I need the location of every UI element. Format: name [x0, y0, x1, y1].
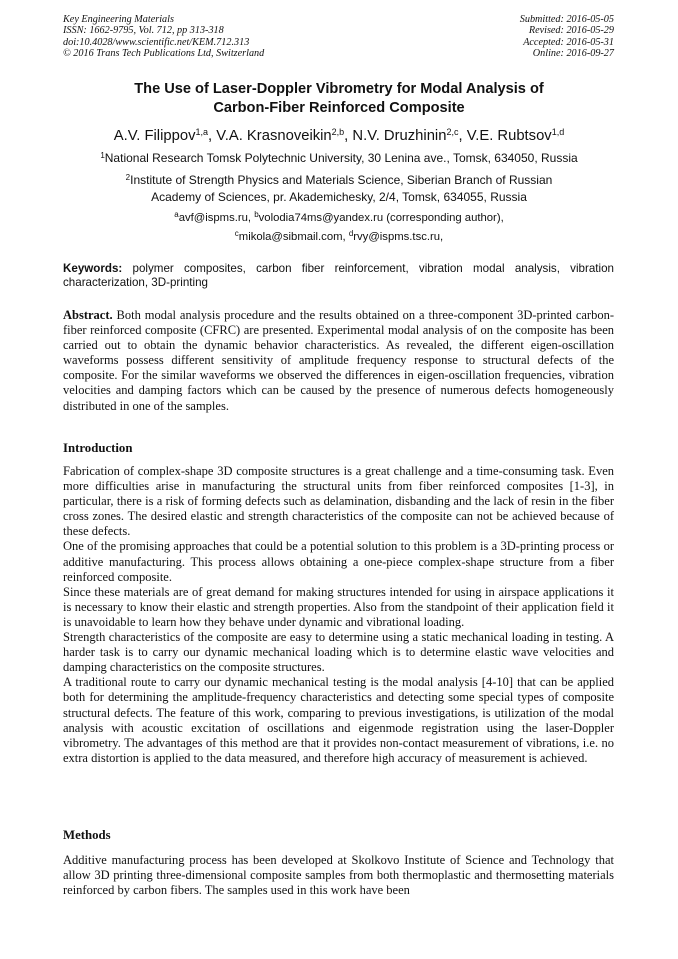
affiliation-1 [0, 148, 678, 167]
email-sup: d [348, 229, 354, 238]
affiliation-2 [100, 170, 578, 205]
author-name: V.A. Krasnoveikin [216, 128, 332, 144]
email-sup: b [254, 210, 259, 219]
author-name: V.E. Rubtsov [466, 128, 552, 144]
email-c: mikola@sibmail.com, [238, 231, 349, 243]
methods-heading: Methods [63, 828, 111, 842]
methods-body: Additive manufacturing process has been developed at Skolkovo Institute of Science and Technology that allow 3D printing three-dimensional composite samples from both thermoplastic and thermosetting materials reinforced by carbon fibers. The samples used in this work have been [63, 853, 614, 898]
email-d: rvy@ispms.tsc.ru, [353, 231, 444, 243]
journal-issn: ISSN: 1662-9795, Vol. 712, pp 313-318 [63, 25, 224, 37]
journal-copyright: © 2016 Trans Tech Publications Ltd, Switzerland [63, 47, 265, 59]
introduction-heading: Introduction [63, 441, 133, 455]
keywords [63, 262, 614, 291]
journal-doi: doi:10.4028/www.scientific.net/KEM.712.313 [63, 36, 250, 48]
paragraph: Since these materials are of great demand for making structures intended for using in airspace applications it is necessary to know their elastic and strength properties. Also from the standpoint of their application field it is unavoidable to learn how they behave under dynamic and vibrational loading. [63, 584, 614, 629]
date-online: Online: 2016-09-27 [532, 47, 614, 59]
title-line-1: The Use of Laser-Doppler Vibrometry for Modal Analysis of [134, 81, 544, 97]
paper-title [0, 80, 678, 117]
affiliation-sup: 1 [100, 151, 105, 160]
publication-dates [520, 14, 614, 59]
journal-name: Key Engineering Materials [63, 14, 174, 25]
author-list: A.V. Filippov$^{1,a}$, V.A. Krasnoveikin$^{2,b}$, N.V. Druzhinin$^{2,c}$, V.E. Rubtsov$^{1,d}$ [113, 127, 565, 144]
affiliation-sup: 2 [125, 173, 131, 182]
email-line-1 [0, 207, 678, 226]
affiliation-text: Institute of Strength Physics and Materials Science, Siberian Branch of Russian Academy of Sciences, pr. Akademichesky, 2/4, Tomsk, 634055, Russia [130, 173, 553, 204]
author-name: A.V. Filippov [113, 128, 196, 144]
introduction-body [63, 464, 614, 766]
journal-info [63, 14, 264, 59]
abstract-text: Both modal analysis procedure and the results obtained on a three-component 3D-printed carbon-fiber reinforced composite (CFRC) are presented. Experimental modal analysis of on the composite has been carried out to obtain the dynamic behavior characteristics. As revealed, the different eigen-oscillation waveforms possess different sensitivity of amplitude frequency response to structural defects of the composite. For the similar waveforms we observed the differences in eigen-oscillation frequencies, vibration velocities and damping factors which can be caused by the presence of numerous defects homogeneously distributed in one of the samples. [63, 308, 614, 413]
paragraph: A traditional route to carry our dynamic mechanical testing is the modal analysis [4-10] that can be applied both for determining the amplitude-frequency characteristics and detecting some special types of composite structural defects. The feature of this work, comparing to previous investigations, is utilization of the modal analysis with acoustic excitation of oscillations and eigenmode registration using the laser-Doppler vibrometry. The advantages of this method are that it provides non-contact measurement of vibrations, i.e. no extra distortion is applied to the data measured, and therefore high accuracy of measurement is achieved. [63, 675, 614, 765]
keywords-label: Keywords: [63, 262, 123, 275]
author-sup: 2,c [446, 127, 459, 137]
title-line-2: Carbon-Fiber Reinforced Composite [213, 99, 465, 116]
email-b: volodia74ms@yandex.ru (corresponding author), [258, 212, 504, 224]
affiliation-text: National Research Tomsk Polytechnic University, 30 Lenina ave., Tomsk, 634050, Russia [104, 151, 578, 165]
keywords-text: polymer composites, carbon fiber reinforcement, vibration modal analysis, vibration characterization, 3D-printing [63, 262, 614, 290]
abstract [63, 308, 614, 414]
date-submitted: Submitted: 2016-05-05 [519, 14, 614, 25]
author-sup: 2,b [331, 127, 345, 137]
author-sup: 1,a [195, 127, 208, 137]
date-revised: Revised: 2016-05-29 [528, 25, 614, 37]
email-a: avf@ispms.ru, [178, 212, 255, 224]
paragraph: Strength characteristics of the composite are easy to determine using a static mechanical loading in testing. A harder task is to carry our dynamic mechanical loading which is to determine elastic wave velocities and damping characteristics on the composite structures. [63, 630, 614, 675]
email-line-2 [0, 226, 678, 245]
paragraph: Fabrication of complex-shape 3D composite structures is a great challenge and a time-consuming task. Even more difficulties arise in manufacturing the structural units from fiber reinforced composites [1-3], in particular, there is a risk of forming defects such as delamination, disbanding and the lack of resin in the fiber cross zones. The desired elastic and strength characteristics of the composite can not be achieved because of these defects. [63, 464, 614, 539]
date-accepted: Accepted: 2016-05-31 [523, 36, 614, 48]
author-sup: 1,d [551, 127, 565, 137]
author-emails [0, 207, 678, 245]
email-sup: c [234, 229, 239, 238]
paragraph: One of the promising approaches that could be a potential solution to this problem is a 3D-printing process or additive manufacturing. This process allows obtaining a one-piece complex-shape structure from a fiber reinforced composite. [63, 539, 614, 584]
email-sup: a [174, 210, 179, 219]
author-name: N.V. Druzhinin [352, 128, 447, 144]
abstract-label: Abstract. [63, 308, 113, 322]
